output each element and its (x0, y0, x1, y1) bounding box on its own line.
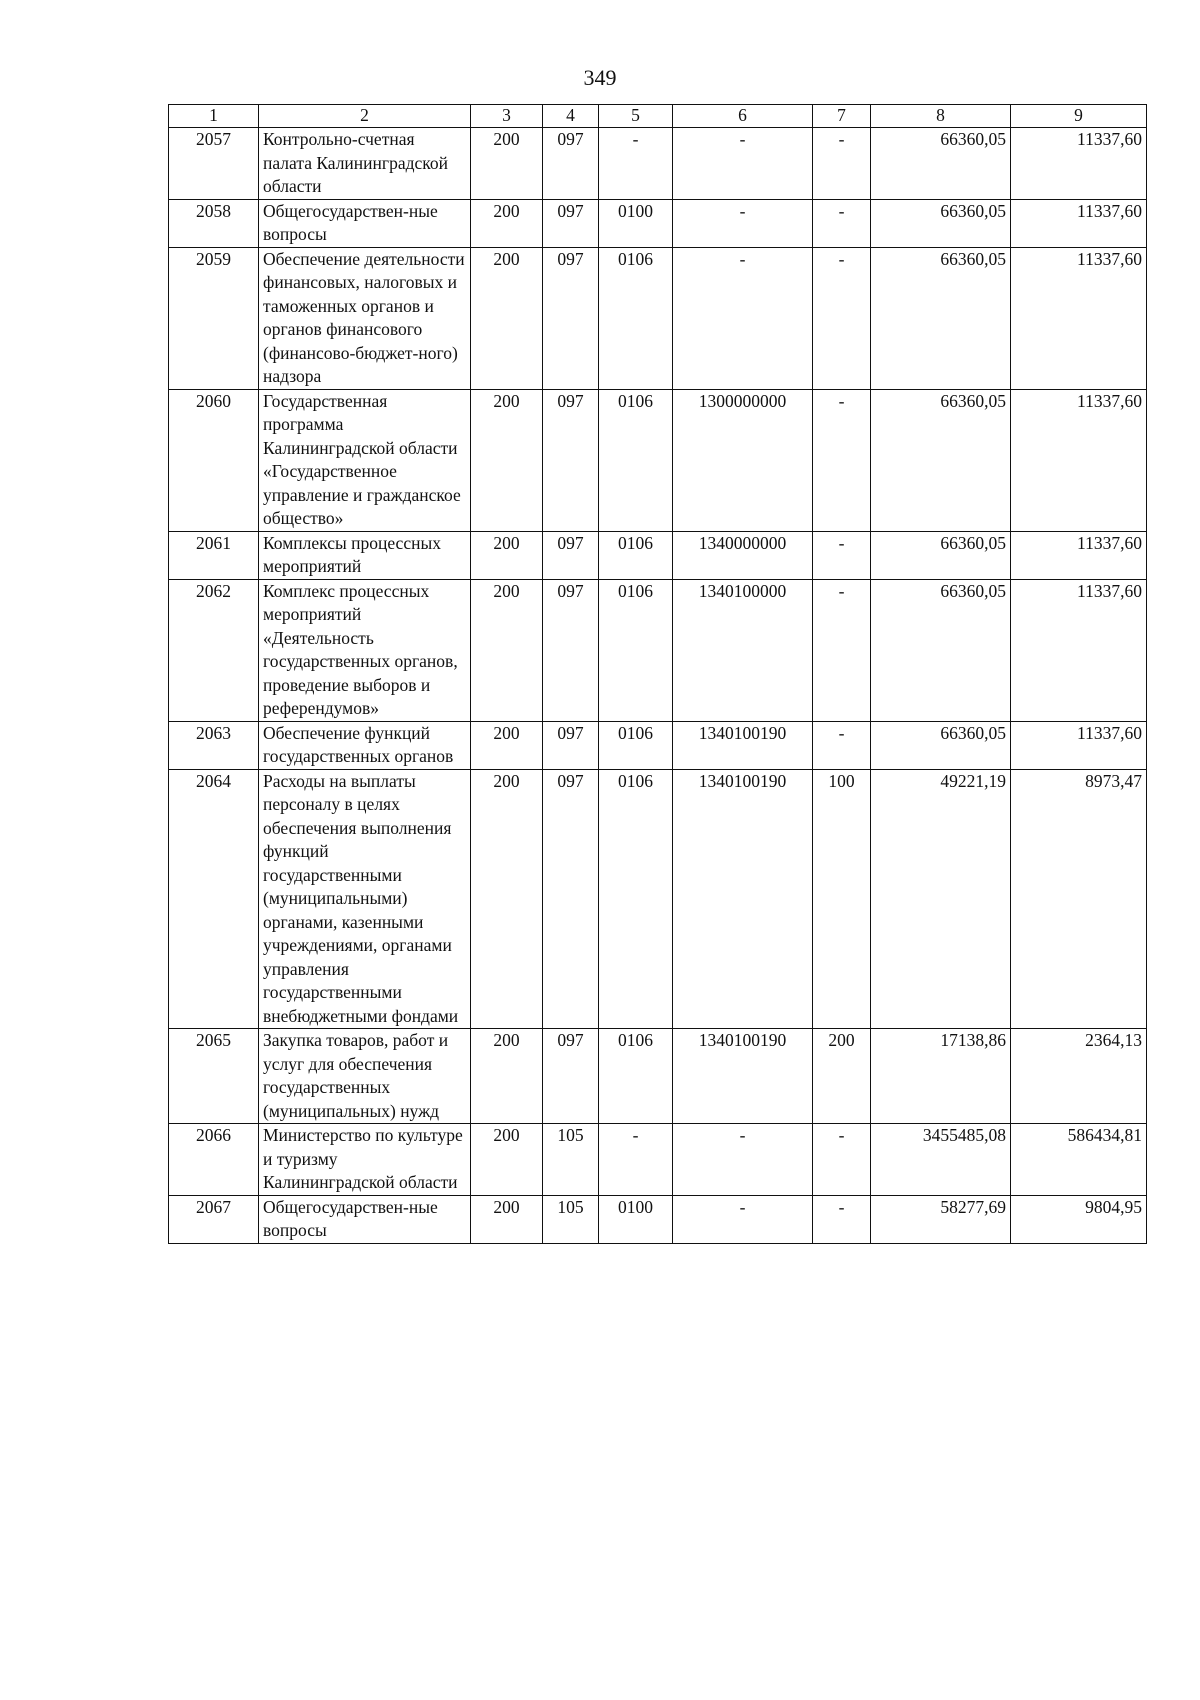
cell-col5: 0100 (599, 199, 673, 247)
cell-col8: 66360,05 (871, 389, 1011, 531)
cell-col7: - (813, 247, 871, 389)
cell-col5: 0106 (599, 247, 673, 389)
table-row (169, 1195, 1147, 1243)
cell-col6: - (673, 128, 813, 200)
cell-col6: - (673, 247, 813, 389)
cell-col5: 0106 (599, 721, 673, 769)
table-row (169, 389, 1147, 531)
row-name: Государственная программа Калининградской области «Государственное управление и гражданское общество» (259, 389, 471, 531)
row-number: 2060 (169, 389, 259, 531)
col-header-7: 7 (813, 105, 871, 128)
row-name: Закупка товаров, работ и услуг для обеспечения государственных (муниципальных) нужд (259, 1029, 471, 1124)
row-name: Контрольно-счетная палата Калининградской области (259, 128, 471, 200)
row-name: Обеспечение деятельности финансовых, налоговых и таможенных органов и органов финансового (финансово-бюджет-ного) надзора (259, 247, 471, 389)
row-name: Общегосударствен-ные вопросы (259, 199, 471, 247)
row-number: 2062 (169, 579, 259, 721)
cell-col5: - (599, 128, 673, 200)
cell-col5: 0106 (599, 389, 673, 531)
col-header-4: 4 (543, 105, 599, 128)
cell-col6: - (673, 1195, 813, 1243)
cell-col8: 66360,05 (871, 128, 1011, 200)
budget-table (168, 104, 1147, 1244)
cell-col4: 097 (543, 721, 599, 769)
cell-col7: 200 (813, 1029, 871, 1124)
cell-col6: 1300000000 (673, 389, 813, 531)
cell-col4: 097 (543, 389, 599, 531)
cell-col5: 0106 (599, 579, 673, 721)
page-number: 349 (583, 65, 617, 90)
row-number: 2059 (169, 247, 259, 389)
cell-col9: 11337,60 (1011, 389, 1147, 531)
cell-col7: - (813, 199, 871, 247)
cell-col3: 200 (471, 389, 543, 531)
header-row (169, 105, 1147, 128)
cell-col4: 105 (543, 1124, 599, 1196)
cell-col8: 66360,05 (871, 579, 1011, 721)
table-row (169, 531, 1147, 579)
row-name: Общегосударствен-ные вопросы (259, 1195, 471, 1243)
cell-col9: 8973,47 (1011, 769, 1147, 1029)
cell-col3: 200 (471, 721, 543, 769)
col-header-8: 8 (871, 105, 1011, 128)
row-number: 2064 (169, 769, 259, 1029)
row-number: 2061 (169, 531, 259, 579)
cell-col3: 200 (471, 769, 543, 1029)
cell-col7: - (813, 721, 871, 769)
cell-col7: - (813, 128, 871, 200)
row-number: 2065 (169, 1029, 259, 1124)
col-header-2: 2 (259, 105, 471, 128)
cell-col9: 11337,60 (1011, 247, 1147, 389)
table-row (169, 769, 1147, 1029)
table-row (169, 1124, 1147, 1196)
cell-col9: 11337,60 (1011, 721, 1147, 769)
cell-col4: 097 (543, 1029, 599, 1124)
row-name: Обеспечение функций государственных органов (259, 721, 471, 769)
cell-col8: 66360,05 (871, 199, 1011, 247)
cell-col3: 200 (471, 531, 543, 579)
cell-col9: 11337,60 (1011, 531, 1147, 579)
row-number: 2066 (169, 1124, 259, 1196)
cell-col9: 11337,60 (1011, 199, 1147, 247)
cell-col7: - (813, 1124, 871, 1196)
cell-col7: - (813, 389, 871, 531)
cell-col6: 1340100190 (673, 769, 813, 1029)
cell-col8: 3455485,08 (871, 1124, 1011, 1196)
cell-col9: 11337,60 (1011, 128, 1147, 200)
row-name: Комплекс процессных мероприятий «Деятельность государственных органов, проведение выборов и референдумов» (259, 579, 471, 721)
table-row (169, 199, 1147, 247)
cell-col6: - (673, 199, 813, 247)
cell-col7: - (813, 579, 871, 721)
cell-col7: - (813, 1195, 871, 1243)
cell-col3: 200 (471, 1124, 543, 1196)
table-row (169, 128, 1147, 200)
cell-col8: 66360,05 (871, 531, 1011, 579)
row-name: Министерство по культуре и туризму Калининградской области (259, 1124, 471, 1196)
cell-col6: 1340100000 (673, 579, 813, 721)
row-number: 2063 (169, 721, 259, 769)
cell-col8: 17138,86 (871, 1029, 1011, 1124)
cell-col5: 0100 (599, 1195, 673, 1243)
cell-col4: 097 (543, 579, 599, 721)
cell-col3: 200 (471, 1029, 543, 1124)
cell-col6: 1340100190 (673, 1029, 813, 1124)
cell-col4: 105 (543, 1195, 599, 1243)
cell-col3: 200 (471, 1195, 543, 1243)
row-number: 2057 (169, 128, 259, 200)
cell-col3: 200 (471, 579, 543, 721)
row-number: 2067 (169, 1195, 259, 1243)
col-header-6: 6 (673, 105, 813, 128)
cell-col8: 66360,05 (871, 247, 1011, 389)
cell-col3: 200 (471, 128, 543, 200)
cell-col8: 49221,19 (871, 769, 1011, 1029)
col-header-3: 3 (471, 105, 543, 128)
cell-col3: 200 (471, 199, 543, 247)
col-header-5: 5 (599, 105, 673, 128)
cell-col5: 0106 (599, 769, 673, 1029)
cell-col8: 58277,69 (871, 1195, 1011, 1243)
cell-col9: 9804,95 (1011, 1195, 1147, 1243)
row-number: 2058 (169, 199, 259, 247)
cell-col5: 0106 (599, 1029, 673, 1124)
table-row (169, 247, 1147, 389)
cell-col5: 0106 (599, 531, 673, 579)
table-row (169, 1029, 1147, 1124)
cell-col9: 2364,13 (1011, 1029, 1147, 1124)
row-name: Расходы на выплаты персоналу в целях обеспечения выполнения функций государственными (муниципальными) органами, казенными учреждениями, органами управления государственными внебюджетными фондами (259, 769, 471, 1029)
cell-col4: 097 (543, 128, 599, 200)
cell-col6: - (673, 1124, 813, 1196)
cell-col4: 097 (543, 769, 599, 1029)
cell-col8: 66360,05 (871, 721, 1011, 769)
col-header-9: 9 (1011, 105, 1147, 128)
cell-col6: 1340100190 (673, 721, 813, 769)
cell-col9: 586434,81 (1011, 1124, 1147, 1196)
col-header-1: 1 (169, 105, 259, 128)
cell-col4: 097 (543, 531, 599, 579)
cell-col9: 11337,60 (1011, 579, 1147, 721)
table-row (169, 721, 1147, 769)
row-name: Комплексы процессных мероприятий (259, 531, 471, 579)
cell-col3: 200 (471, 247, 543, 389)
cell-col4: 097 (543, 199, 599, 247)
cell-col7: 100 (813, 769, 871, 1029)
cell-col7: - (813, 531, 871, 579)
cell-col4: 097 (543, 247, 599, 389)
cell-col6: 1340000000 (673, 531, 813, 579)
cell-col5: - (599, 1124, 673, 1196)
table-row (169, 579, 1147, 721)
